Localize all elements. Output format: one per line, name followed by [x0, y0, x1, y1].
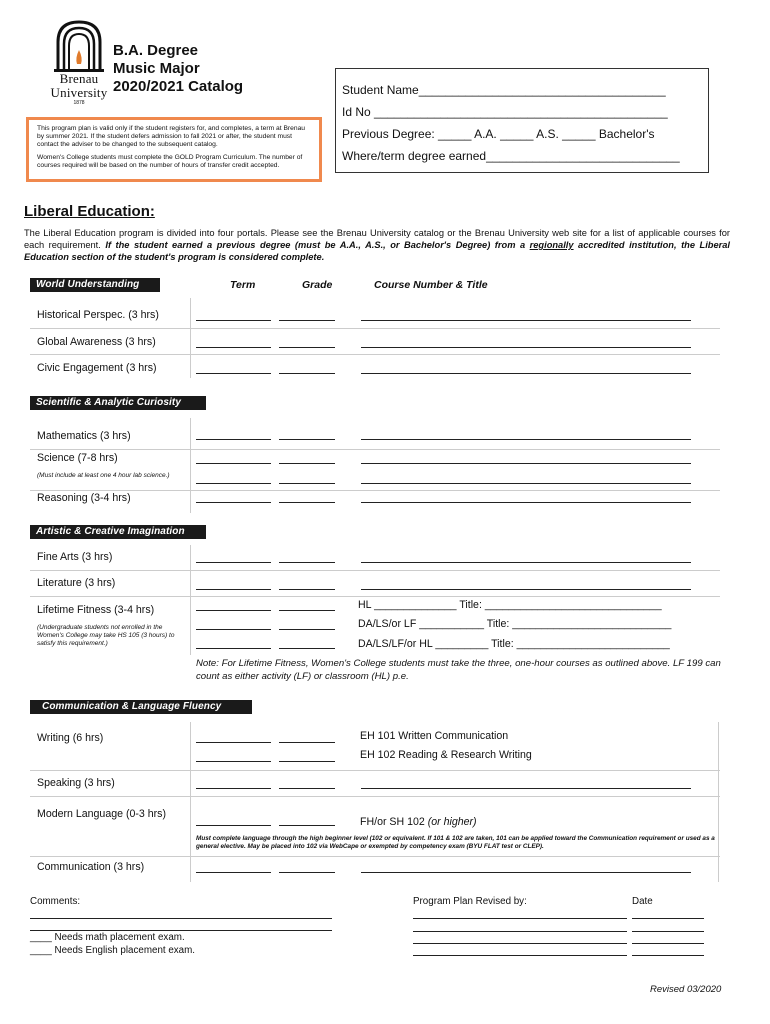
row-label: Mathematics (3 hrs) [37, 430, 131, 442]
course-field[interactable] [361, 589, 691, 590]
divider [190, 722, 191, 882]
row-label: Fine Arts (3 hrs) [37, 551, 113, 563]
date-field[interactable] [632, 943, 704, 944]
grade-field[interactable] [279, 483, 335, 484]
grade-field[interactable] [279, 610, 335, 611]
course-field[interactable] [361, 872, 691, 873]
section-header-world: World Understanding [30, 278, 160, 292]
row-label: Writing (6 hrs) [37, 732, 104, 744]
date-field[interactable] [632, 931, 704, 932]
divider [30, 570, 720, 571]
course-field[interactable] [361, 562, 691, 563]
term-field[interactable] [196, 648, 271, 649]
term-field[interactable] [196, 562, 271, 563]
id-field[interactable]: Id No ____________________________________________ [342, 105, 668, 119]
course-field[interactable] [361, 439, 691, 440]
date-field[interactable] [632, 918, 704, 919]
row-label: Speaking (3 hrs) [37, 777, 115, 789]
student-info-box [335, 68, 709, 173]
section-header-arts: Artistic & Creative Imagination [30, 525, 206, 539]
course-field[interactable] [361, 463, 691, 464]
divider [190, 418, 191, 513]
previous-degree-field[interactable]: Previous Degree: _____ A.A. _____ A.S. _____ Bachelor's [342, 127, 655, 141]
document-title: B.A. Degree Music Major 2020/2021 Catalog [113, 42, 244, 95]
divider [30, 354, 720, 355]
student-name-field[interactable]: Student Name_____________________________________ [342, 83, 666, 97]
divider [30, 490, 720, 491]
revised-by-label: Program Plan Revised by: [413, 896, 527, 907]
brenau-logo [48, 20, 110, 106]
course-field[interactable] [361, 373, 691, 374]
row-label: Modern Language (0-3 hrs) [37, 808, 166, 820]
term-field[interactable] [196, 439, 271, 440]
term-field[interactable] [196, 872, 271, 873]
grade-field[interactable] [279, 439, 335, 440]
term-field[interactable] [196, 825, 271, 826]
term-field[interactable] [196, 347, 271, 348]
logo-text: University [50, 85, 108, 100]
fitness-guidance-note: Note: For Lifetime Fitness, Women's College students must take the three, one-hour courses as outlined above. LF 199 can count as either activity (LF) or classroom (HL) p.e. [196, 658, 721, 682]
term-field[interactable] [196, 589, 271, 590]
divider [718, 722, 719, 882]
math-exam-check[interactable]: ____ Needs math placement exam. [30, 932, 185, 943]
term-field[interactable] [196, 761, 271, 762]
grade-field[interactable] [279, 589, 335, 590]
term-field[interactable] [196, 742, 271, 743]
catalog-notice: This program plan is valid only if the student registers for, and completes, a term at Brenau by summer 2021. If the student defers admission to fall 2021 or after, the student must contact the adviser to be changed to the subsequent catalog. Women's College students must complete the GOLD Program Curriculum. The number of courses required will be based on the number of hours of transfer credit accepted. [26, 117, 322, 182]
logo-text: Brenau [59, 71, 99, 86]
revision-date: Revised 03/2020 [650, 984, 722, 995]
divider [190, 545, 191, 655]
grade-field[interactable] [279, 825, 335, 826]
grade-field[interactable] [279, 648, 335, 649]
liberal-education-intro: The Liberal Education program is divided into four portals. Please see the Brenau University catalog or the Brenau University web site for a list of applicable courses for each requirement. If the student earned a previous degree (must be A.A., A.S., or Bachelor's Degree) from a regionally accredited institution, the Liberal Education section of the student's program is considered complete. [24, 228, 730, 262]
grade-field[interactable] [279, 373, 335, 374]
divider [30, 328, 720, 329]
course-field[interactable] [361, 788, 691, 789]
grade-field[interactable] [279, 463, 335, 464]
term-field[interactable] [196, 610, 271, 611]
grade-field[interactable] [279, 742, 335, 743]
lf-hl-course-field[interactable]: DA/LS/LF/or HL _________ Title: __________________________ [358, 638, 670, 650]
grade-field[interactable] [279, 788, 335, 789]
comments-field[interactable] [30, 918, 332, 919]
grade-field[interactable] [279, 872, 335, 873]
eh101-course: EH 101 Written Communication [360, 730, 509, 742]
lf-course-field[interactable]: DA/LS/or LF ___________ Title: ___________________________ [358, 618, 672, 630]
fitness-note: (Undergraduate students not enrolled in the Women's College may take HS 105 (3 hours) to satisfy this requirement.) [37, 624, 175, 647]
row-label: Literature (3 hrs) [37, 577, 116, 589]
revised-by-field[interactable] [413, 918, 627, 919]
row-label: Reasoning (3-4 hrs) [37, 492, 131, 504]
divider [30, 596, 720, 597]
row-label: Historical Perspec. (3 hrs) [37, 309, 159, 321]
grade-field[interactable] [279, 320, 335, 321]
column-course: Course Number & Title [374, 279, 488, 291]
language-note: Must complete language through the high beginner level (102 or equivalent. If 101 & 102 are taken, 101 can be applied toward the Communication requirement or used as a general elective. May be placed into 102 via WebCape or exempted by competency exam (BYU FLAT test or CLEP). [196, 835, 715, 850]
date-label: Date [632, 896, 653, 907]
divider [30, 770, 720, 771]
grade-field[interactable] [279, 629, 335, 630]
date-field[interactable] [632, 955, 704, 956]
comments-label: Comments: [30, 896, 81, 907]
grade-field[interactable] [279, 502, 335, 503]
language-course: FH/or SH 102 (or higher) [360, 816, 477, 828]
hl-course-field[interactable]: HL ______________ Title: ______________________________ [358, 599, 662, 611]
revised-by-field[interactable] [413, 931, 627, 932]
row-label: Lifetime Fitness (3-4 hrs) [37, 604, 155, 616]
term-field[interactable] [196, 463, 271, 464]
liberal-education-heading: Liberal Education: [24, 203, 155, 220]
course-field[interactable] [361, 483, 691, 484]
arch-icon [48, 20, 110, 72]
grade-field[interactable] [279, 562, 335, 563]
revised-by-field[interactable] [413, 955, 627, 956]
eh102-course: EH 102 Reading & Research Writing [360, 749, 532, 761]
grade-field[interactable] [279, 347, 335, 348]
degree-earned-field[interactable]: Where/term degree earned_____________________________ [342, 149, 680, 163]
comments-field[interactable] [30, 930, 332, 931]
course-field[interactable] [361, 502, 691, 503]
grade-field[interactable] [279, 761, 335, 762]
row-label: Science (7-8 hrs) [37, 452, 118, 464]
term-field[interactable] [196, 483, 271, 484]
science-note: (Must include at least one 4 hour lab science.) [37, 472, 170, 479]
term-field[interactable] [196, 502, 271, 503]
term-field[interactable] [196, 788, 271, 789]
revised-by-field[interactable] [413, 943, 627, 944]
section-header-science: Scientific & Analytic Curiosity [30, 396, 206, 410]
course-field[interactable] [361, 320, 691, 321]
divider [30, 449, 720, 450]
row-label: Civic Engagement (3 hrs) [37, 362, 157, 374]
row-label: Communication (3 hrs) [37, 861, 145, 873]
divider [30, 856, 720, 857]
course-field[interactable] [361, 347, 691, 348]
english-exam-check[interactable]: ____ Needs English placement exam. [30, 945, 196, 956]
column-grade: Grade [302, 279, 333, 291]
divider [30, 796, 720, 797]
term-field[interactable] [196, 629, 271, 630]
column-term: Term [230, 279, 256, 291]
divider [190, 298, 191, 378]
term-field[interactable] [196, 320, 271, 321]
logo-year: 1878 [73, 100, 85, 106]
section-header-communication: Communication & Language Fluency [30, 700, 252, 714]
term-field[interactable] [196, 373, 271, 374]
row-label: Global Awareness (3 hrs) [37, 336, 156, 348]
